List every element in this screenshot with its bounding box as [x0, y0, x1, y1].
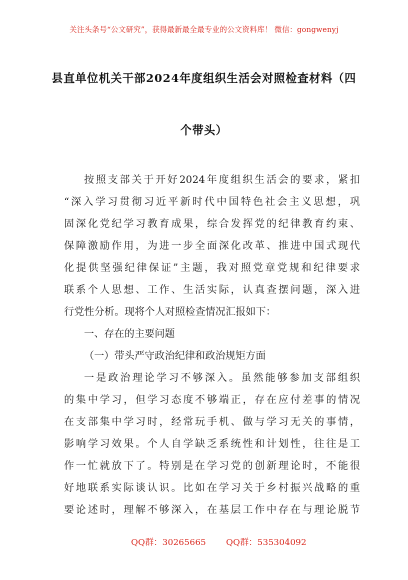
content-line: 好地联系实际谈认识。比如在学习关于乡村振兴战略的重: [64, 483, 360, 494]
document-title-line-1: 县直单位机关干部2024年度组织生活会对照检查材料（四: [51, 71, 357, 85]
document-body: [64, 170, 360, 522]
paragraph-line: 按照支部关于开好2024年度组织生活会的要求，紧扣: [84, 175, 360, 186]
header-banner: 关注头条号“公文研究”，获得最新最全最专业的公文资料库！ 微信：gongwenyj: [69, 25, 339, 34]
footer-qq-group-1: QQ群：30265665: [131, 538, 207, 548]
content-line: 在支部集中学习时，经常玩手机、做与学习无关的事情，: [64, 417, 360, 428]
paragraph-line: 固深化党纪学习教育成果，综合发挥党的纪律教育约束、: [64, 219, 360, 230]
content-line: 一是政治理论学习不够深入。虽然能够参加支部组织: [84, 373, 360, 384]
content-line: 的集中学习，但学习态度不够端正，存在应付差事的情况: [64, 395, 360, 406]
content-line: 影响学习效果。个人自学缺乏系统性和计划性，往往是工: [64, 439, 360, 450]
footer-qq-group-2: QQ群：535304092: [226, 538, 307, 548]
paragraph-line: 化提供坚强纪律保证”主题，我对照党章党规和纪律要求: [64, 263, 360, 274]
paragraph-line: 保障激励作用，为进一步全面深化改革、推进中国式现代: [64, 241, 360, 252]
content-line: 作一忙就放下了。特别是在学习党的创新理论时，不能很: [64, 461, 360, 472]
content-line: 要论述时，理解不够深入，在基层工作中存在与理论脱节: [64, 505, 360, 516]
subsection-heading: （一）带头严守政治纪律和政治规矩方面: [84, 351, 266, 362]
paragraph-line: 行党性分析。现将个人对照检查情况汇报如下：: [64, 307, 276, 318]
section-heading: 一、存在的主要问题: [84, 329, 175, 340]
paragraph-line: “深入学习贯彻习近平新时代中国特色社会主义思想，巩: [64, 197, 360, 208]
document-title-line-2: 个带头）: [180, 123, 228, 137]
paragraph-line: 联系个人思想、工作、生活实际，认真查摆问题，深入进: [64, 285, 360, 296]
